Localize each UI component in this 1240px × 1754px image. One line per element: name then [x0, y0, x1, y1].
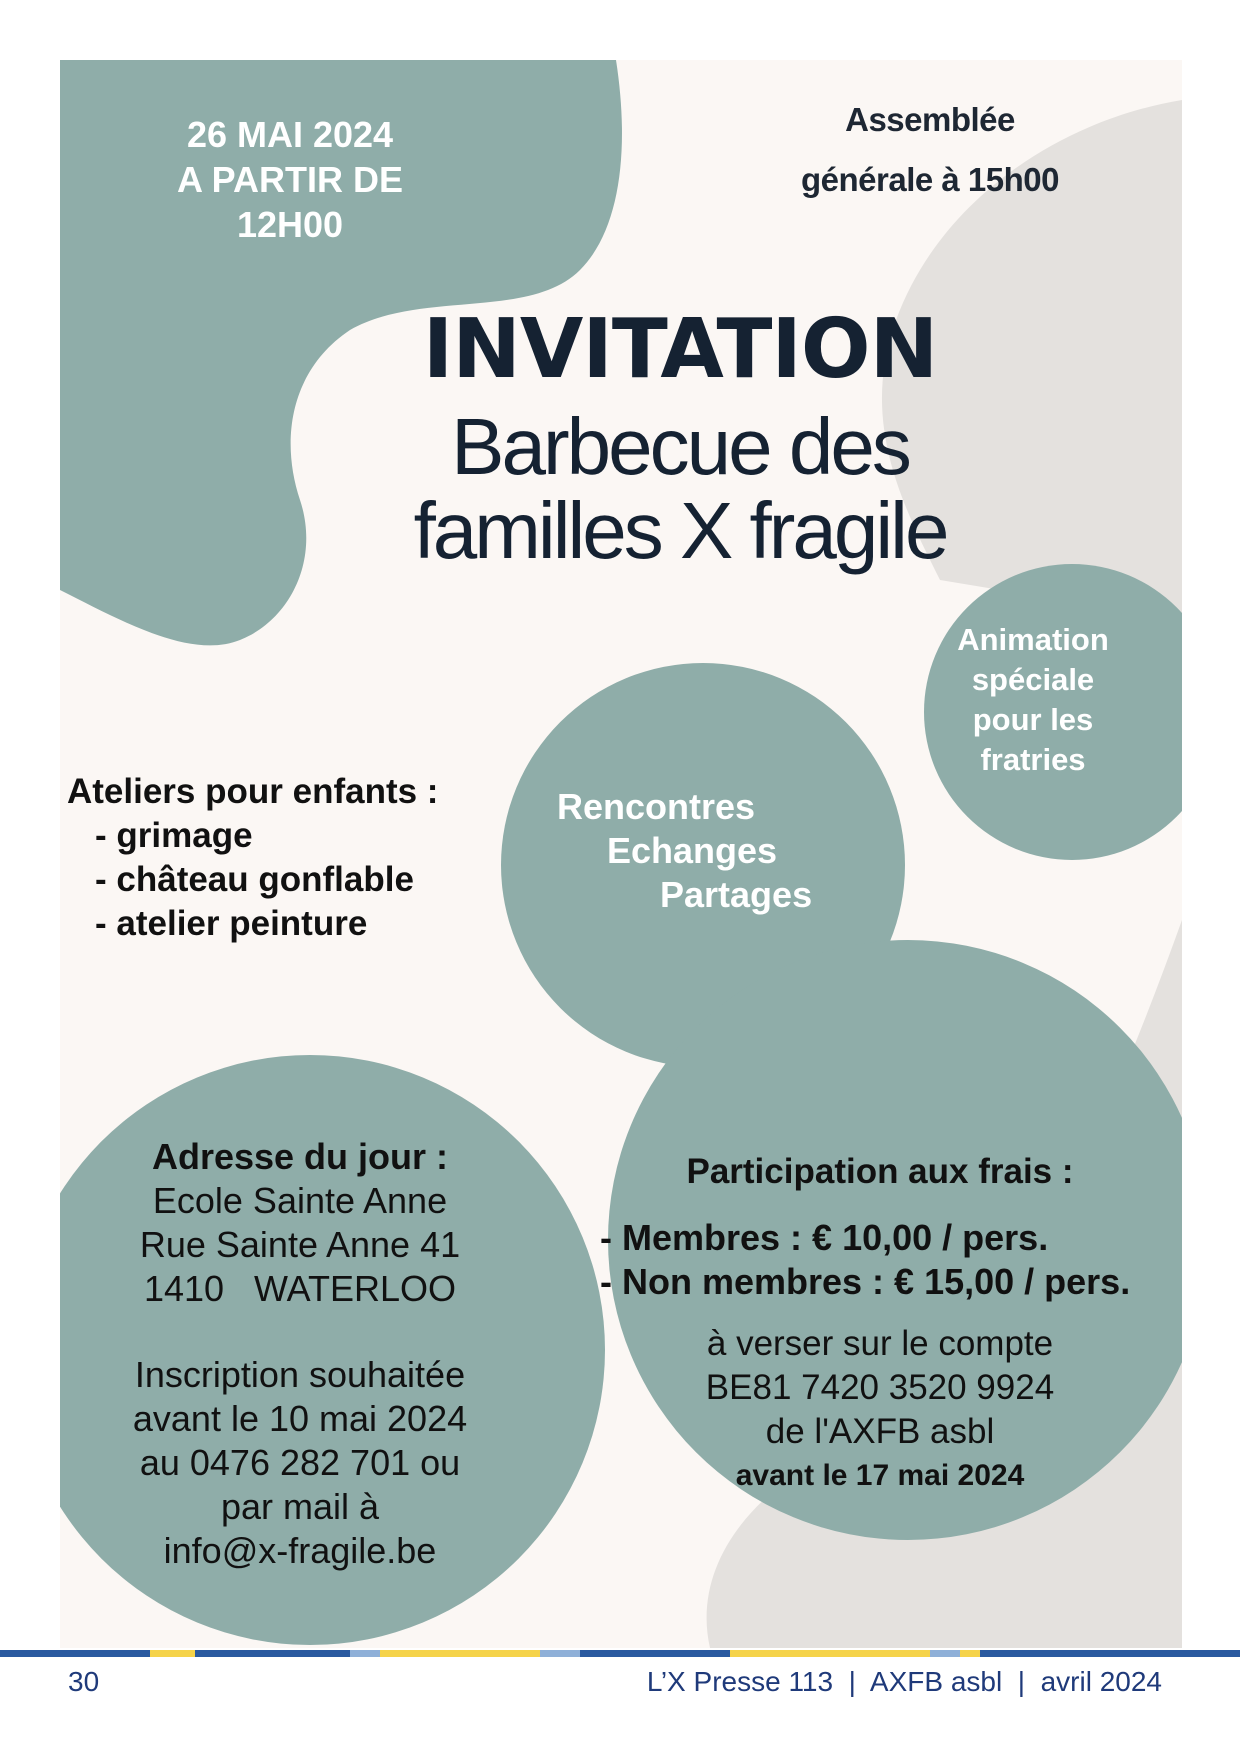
sibling-animation — [953, 620, 1113, 780]
payment-line: à verser sur le compte — [706, 1324, 1054, 1363]
workshop-item: - grimage — [95, 816, 253, 855]
invitation-subtitle — [220, 402, 1140, 575]
address-line: Ecole Sainte Anne — [152, 1180, 448, 1221]
page-number: 30 — [68, 1666, 100, 1697]
fees-heading: Participation aux frais : — [686, 1152, 1074, 1191]
bubble-word: Echanges — [607, 830, 778, 871]
animation-line: fratries — [980, 742, 1086, 777]
payment-line: de l'AXFB asbl — [765, 1412, 995, 1451]
address-line: Rue Sainte Anne 41 — [139, 1224, 461, 1265]
fees-block — [600, 1150, 1160, 1498]
workshop-item: - atelier peinture — [95, 904, 368, 943]
payment-deadline: avant le 17 mai 2024 — [735, 1459, 1025, 1492]
date-line: 26 MAI 2024 — [186, 114, 394, 155]
date-line: 12H00 — [236, 204, 344, 245]
date-line: A PARTIR DE — [176, 159, 403, 200]
subtitle-line: Barbecue des — [451, 402, 909, 491]
animation-line: spéciale — [971, 662, 1095, 697]
subtitle-line: familles X fragile — [413, 486, 947, 575]
animation-line: pour les — [972, 702, 1094, 737]
registration-line: par mail à — [220, 1486, 380, 1527]
publication-info: L’X Presse 113 | AXFB asbl | avril 2024 — [646, 1666, 1162, 1697]
registration-email: info@x-fragile.be — [163, 1530, 437, 1571]
footer-divider — [0, 1650, 1240, 1657]
fee-item: - Non membres : € 15,00 / pers. — [600, 1261, 1131, 1302]
workshop-item: - château gonflable — [95, 860, 414, 899]
bubble-word: Rencontres — [557, 786, 756, 827]
registration-line: avant le 10 mai 2024 — [132, 1398, 468, 1439]
assembly-line: générale à 15h00 — [801, 161, 1059, 198]
assembly-notice — [760, 90, 1100, 210]
payment-line: BE81 7420 3520 9924 — [705, 1368, 1055, 1407]
fee-item: - Membres : € 10,00 / pers. — [600, 1217, 1049, 1258]
bubble-word: Partages — [660, 874, 813, 915]
address-block — [80, 1135, 520, 1573]
assembly-line: Assemblée — [845, 101, 1015, 138]
event-date — [120, 112, 460, 247]
registration-line: Inscription souhaitée — [134, 1354, 466, 1395]
registration-line: au 0476 282 701 ou — [139, 1442, 461, 1483]
fees-items — [600, 1216, 1160, 1304]
workshops-heading: Ateliers pour enfants : — [67, 772, 439, 811]
invitation-title: INVITATION — [422, 302, 938, 397]
address-heading: Adresse du jour : — [151, 1136, 449, 1177]
address-line: 1410 WATERLOO — [143, 1268, 457, 1309]
workshops-list — [67, 770, 487, 946]
invitation-poster — [60, 60, 1182, 1648]
animation-line: Animation — [957, 622, 1109, 657]
